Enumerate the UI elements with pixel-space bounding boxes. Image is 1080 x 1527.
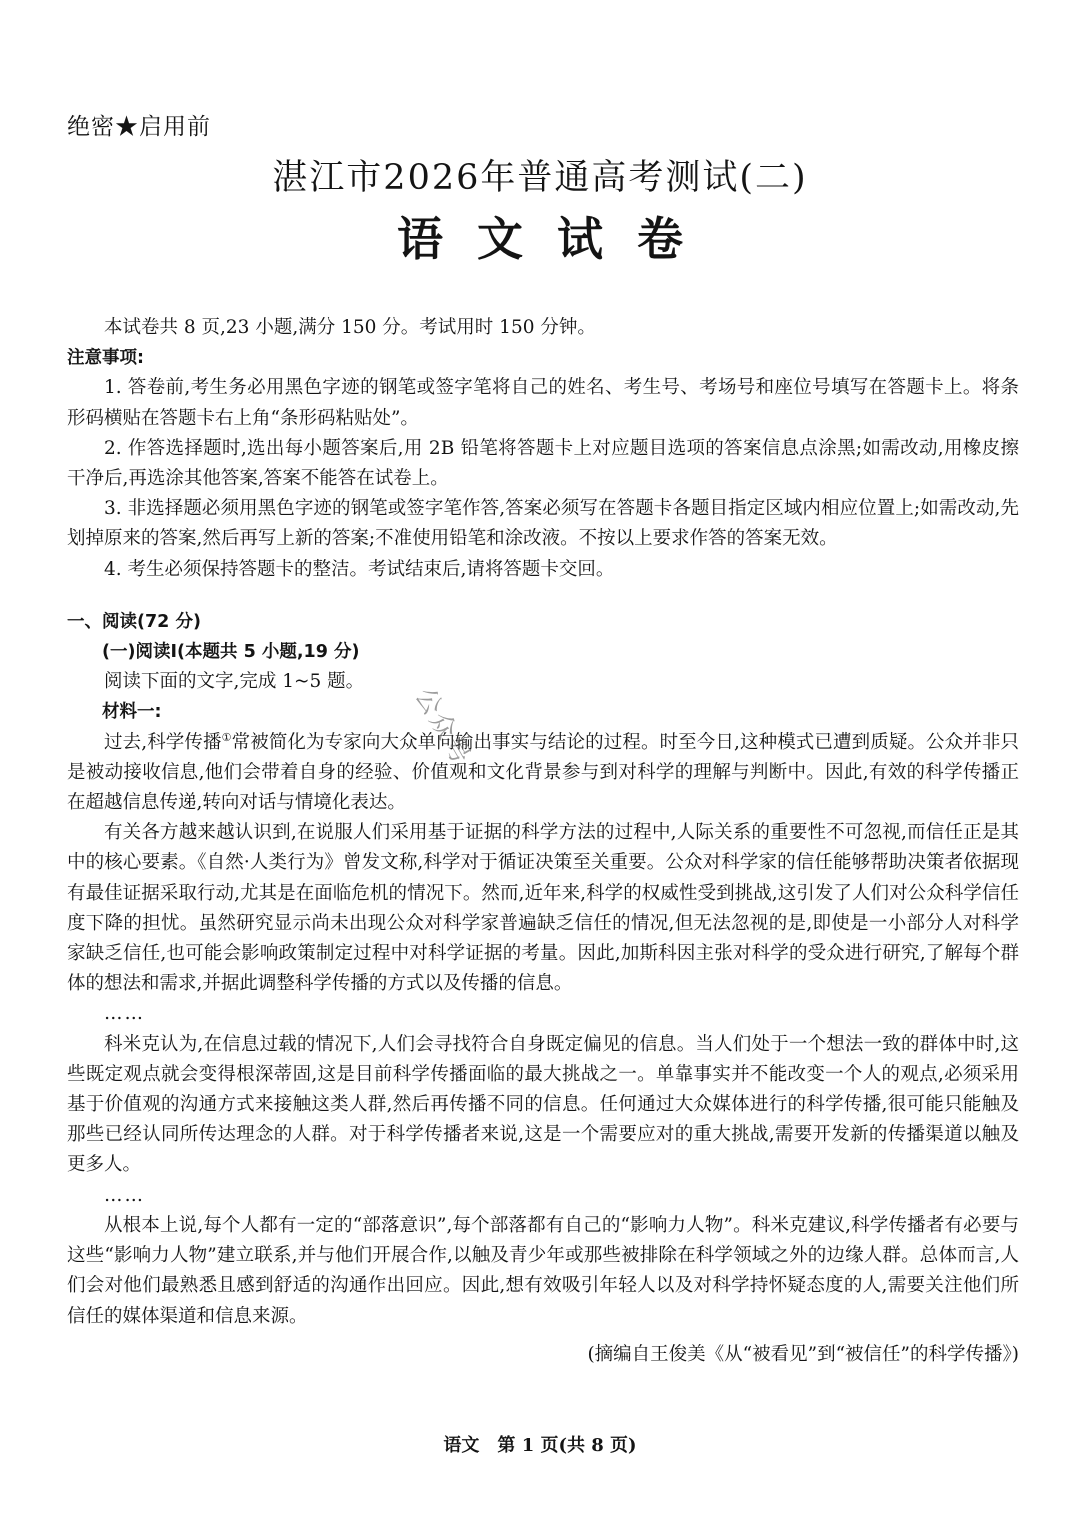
subject-title: 语文试卷 [397,212,717,266]
exam-title: 湛江市2026年普通高考测试(二) [272,158,808,198]
passage-source: (摘编自王俊美《从“被看见”到“被信任”的科学传播》) [587,1343,1019,1365]
section-gap [67,585,1019,607]
material-label: 材料一: [102,702,162,723]
section-heading: 一、阅读(72 分) [67,611,201,632]
ellipsis: …… [104,1003,145,1025]
watermark: 公众号 [408,683,477,771]
passage-paragraph-2: 有关各方越来越认识到,在说服人们采用基于证据的科学方法的过程中,人际关系的重要性不可忽视,而信任正是其中的核心要素。《自然·人类行为》曾发文称,科学对于循证决策至关重要。公众对科学家的信任能够帮助决策者依据现有最佳证据采取行动,尤其是在面临危机的情况下。然而,近年来,科学的权威性受到挑战,这引发了人们对公众科学信任度下降的担忧。虽然研究显示尚未出现公众对科学家普遍缺乏信任的情况,但无法忽视的是,即使是一小部分人对科学家缺乏信任,也可能会影响政策制定过程中对科学证据的考量。因此,加斯科因主张对科学的受众进行研究,了解每个群体的想法和需求,并据此调整科学传播的方式以及传播的信息。 [67,822,1019,995]
footnote-marker: ① [221,730,232,744]
passage-paragraph-4: 从根本上说,每个人都有一定的“部落意识”,每个部落都有自己的“影响力人物”。科米克建议,科学传播者有必要与这些“影响力人物”建立联系,并与他们开展合作,以触及青少年或那些被排除在科学领域之外的边缘人群。总体而言,人们会对他们最熟悉且感到舒适的沟通作出回应。因此,想有效吸引年轻人以及对科学持怀疑态度的人,需要关注他们所信任的媒体渠道和信息来源。 [67,1214,1019,1327]
confidential-label: 绝密★启用前 [67,114,211,140]
note-item: 4. 考生必须保持答题卡的整洁。考试结束后,请将答题卡交回。 [104,558,615,580]
ellipsis: …… [104,1184,145,1206]
note-item: 3. 非选择题必须用黑色字迹的钢笔或签字笔作答,答案必须写在答题卡各题目指定区域内相应位置上;如需改动,先划掉原来的答案,然后再写上新的答案;不准使用铅笔和涂改液。不按以上要求作答的答案无效。 [67,498,1019,550]
exam-intro: 本试卷共 8 页,23 小题,满分 150 分。考试用时 150 分钟。 [104,317,596,338]
page-footer: 语文 第 1 页(共 8 页) [443,1435,637,1456]
exam-body [67,313,1019,1370]
reading-instruction: 阅读下面的文字,完成 1~5 题。 [104,671,365,693]
notes-heading: 注意事项: [67,348,144,369]
passage-paragraph-3: 科米克认为,在信息过载的情况下,人们会寻找符合自身既定偏见的信息。当人们处于一个想法一致的群体中时,这些既定观点就会变得根深蒂固,这是目前科学传播面临的最大挑战之一。单靠事实并不能改变一个人的观点,必须采用基于价值观的沟通方式来接触这类人群,然后再传播不同的信息。任何通过大众媒体进行的科学传播,很可能只能触及那些已经认同所传达理念的人群。对于科学传播者来说,这是一个需要应对的重大挑战,需要开发新的传播渠道以触及更多人。 [67,1033,1019,1176]
note-item: 2. 作答选择题时,选出每小题答案后,用 2B 铅笔将答题卡上对应题目选项的答案信息点涂黑;如需改动,用橡皮擦干净后,再选涂其他答案,答案不能答在试卷上。 [67,437,1019,490]
note-item: 1. 答卷前,考生务必用黑色字迹的钢笔或签字笔将自己的姓名、考生号、考场号和座位号填写在答题卡上。将条形码横贴在答题卡右上角“条形码粘贴处”。 [67,377,1019,429]
passage-text: 常被简化为专家向大众单向输出事实与结论的过程。时至今日,这种模式已遭到质疑。公众并非只是被动接收信息,他们会带着自身的经验、价值观和文化背景参与到对科学的理解与判断中。因此,有效的科学传播正在超越信息传递,转向对话与情境化表达。 [67,731,1019,814]
subsection-heading: (一)阅读Ⅰ(本题共 5 小题,19 分) [102,642,360,663]
passage-text: 过去,科学传播 [104,731,222,753]
passage-paragraph-1 [67,728,1019,819]
